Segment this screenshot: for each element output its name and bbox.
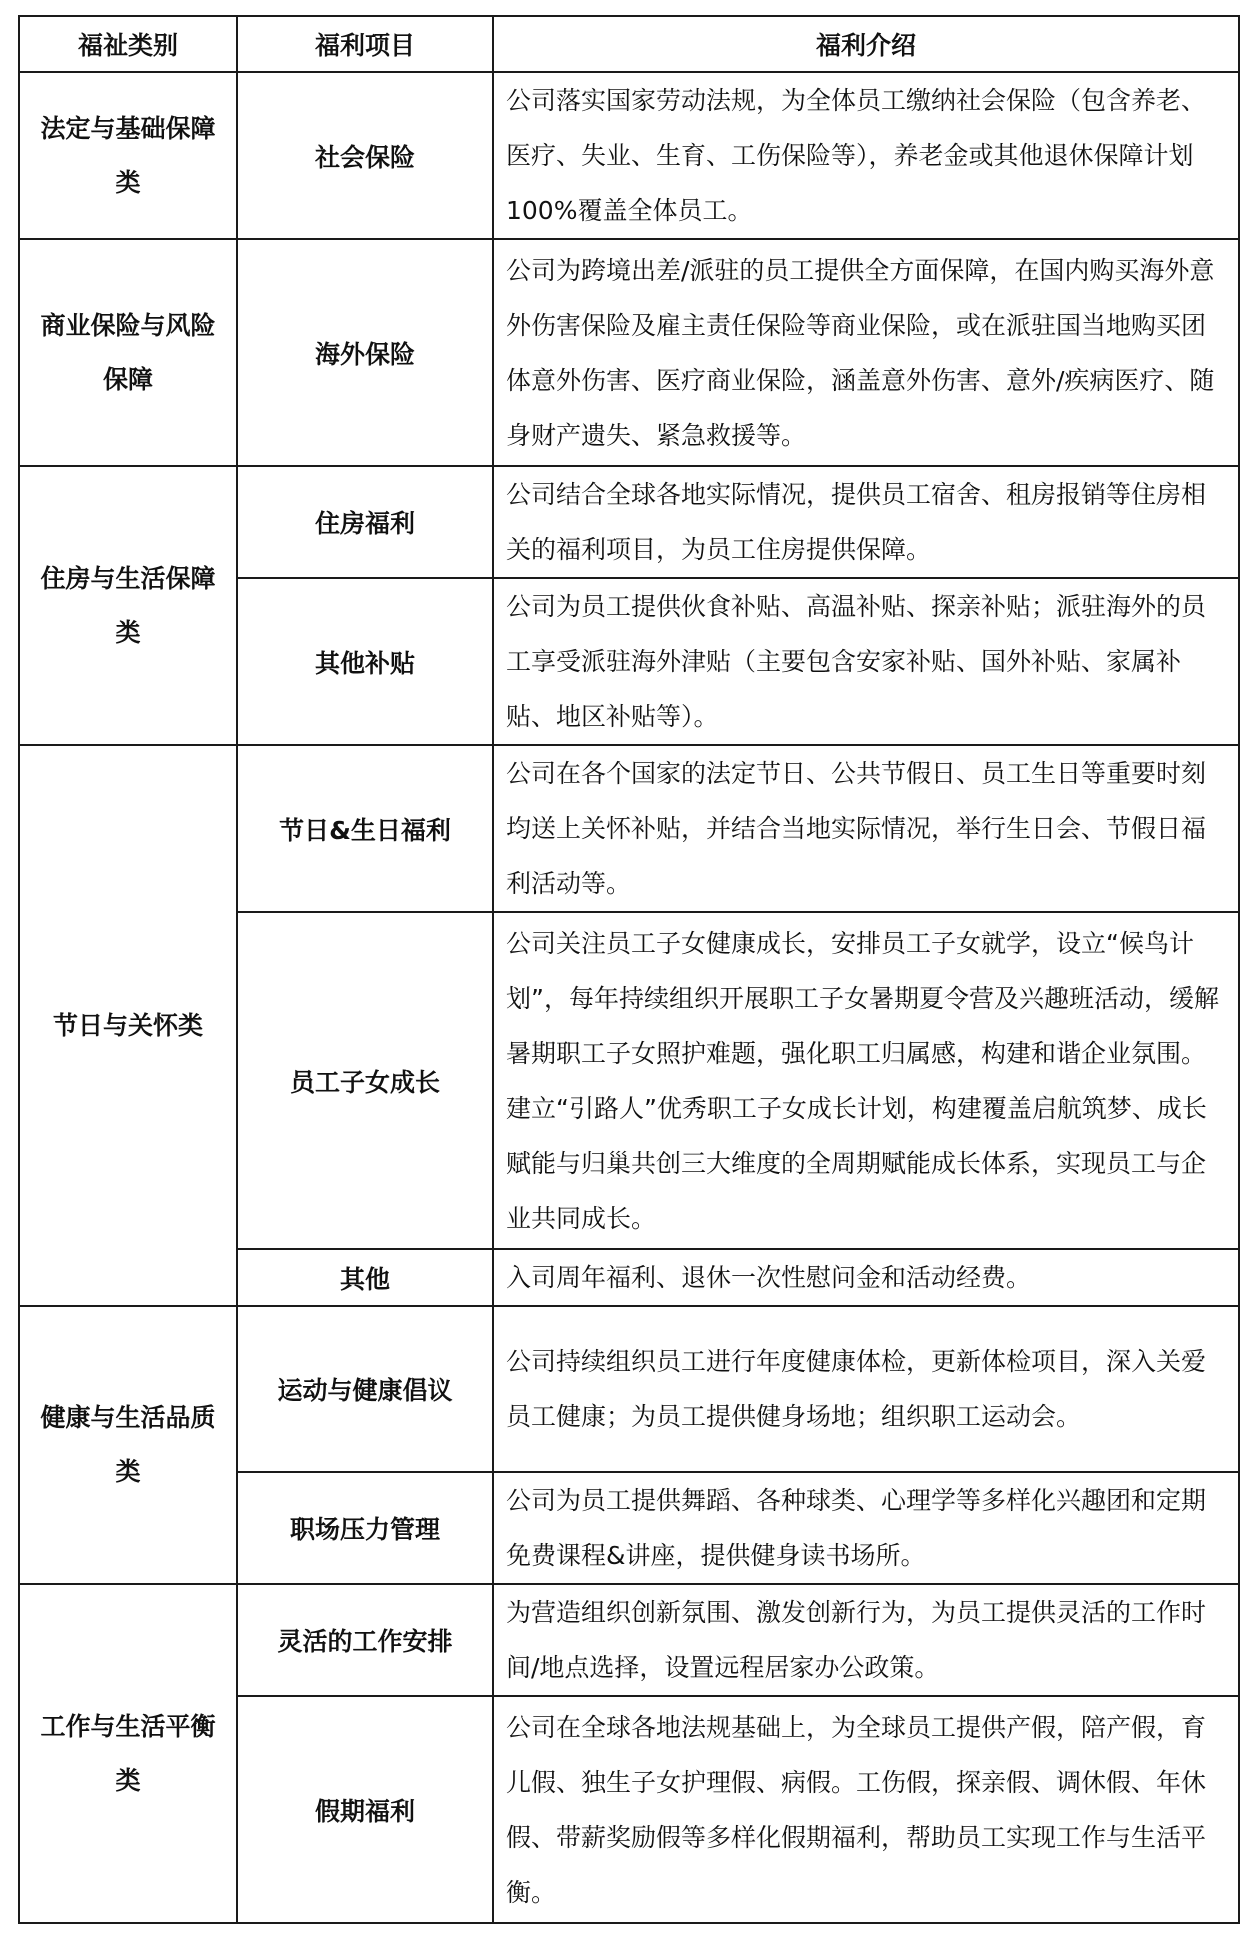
- description-cell: 公司落实国家劳动法规，为全体员工缴纳社会保险（包含养老、医疗、失业、生育、工伤保险等），养老金或其他退休保障计划 100%覆盖全体员工。: [493, 72, 1239, 239]
- item-cell: 运动与健康倡议: [237, 1306, 493, 1472]
- description-cell: 公司在全球各地法规基础上，为全球员工提供产假，陪产假，育儿假、独生子女护理假、病假。工伤假，探亲假、调休假、年休假、带薪奖励假等多样化假期福利，帮助员工实现工作与生活平衡。: [493, 1696, 1239, 1923]
- category-cell: 商业保险与风险保障: [19, 239, 237, 466]
- category-cell: 法定与基础保障类: [19, 72, 237, 239]
- description-cell: 公司为员工提供伙食补贴、高温补贴、探亲补贴；派驻海外的员工享受派驻海外津贴（主要包含安家补贴、国外补贴、家属补贴、地区补贴等）。: [493, 578, 1239, 745]
- item-cell: 海外保险: [237, 239, 493, 466]
- description-cell: 公司结合全球各地实际情况，提供员工宿舍、租房报销等住房相关的福利项目，为员工住房提供保障。: [493, 466, 1239, 578]
- item-cell: 社会保险: [237, 72, 493, 239]
- description-cell: 公司关注员工子女健康成长，安排员工子女就学，设立“候鸟计划”，每年持续组织开展职工子女暑期夏令营及兴趣班活动，缓解暑期职工子女照护难题，强化职工归属感，构建和谐企业氛围。建立“引路人”优秀职工子女成长计划，构建覆盖启航筑梦、成长赋能与归巢共创三大维度的全周期赋能成长体系，实现员工与企业共同成长。: [493, 912, 1239, 1249]
- description-cell: 公司为员工提供舞蹈、各种球类、心理学等多样化兴趣团和定期免费课程&讲座，提供健身读书场所。: [493, 1472, 1239, 1584]
- description-cell: 公司持续组织员工进行年度健康体检，更新体检项目，深入关爱员工健康；为员工提供健身场地；组织职工运动会。: [493, 1306, 1239, 1472]
- item-cell: 职场压力管理: [237, 1472, 493, 1584]
- table-row: [19, 239, 1239, 466]
- header-category: 福祉类别: [19, 16, 237, 72]
- item-cell: 员工子女成长: [237, 912, 493, 1249]
- table-header-row: [19, 16, 1239, 72]
- benefits-table: [18, 15, 1240, 1924]
- category-cell: 住房与生活保障类: [19, 466, 237, 745]
- header-item: 福利项目: [237, 16, 493, 72]
- table-row: [19, 72, 1239, 239]
- table-row: [19, 1584, 1239, 1696]
- item-cell: 节日&生日福利: [237, 745, 493, 912]
- item-cell: 假期福利: [237, 1696, 493, 1923]
- item-cell: 其他: [237, 1249, 493, 1306]
- benefits-document: [18, 15, 1238, 1924]
- header-description: 福利介绍: [493, 16, 1239, 72]
- table-row: [19, 745, 1239, 912]
- item-cell: 住房福利: [237, 466, 493, 578]
- description-cell: 为营造组织创新氛围、激发创新行为，为员工提供灵活的工作时间/地点选择，设置远程居家办公政策。: [493, 1584, 1239, 1696]
- description-cell: 公司为跨境出差/派驻的员工提供全方面保障，在国内购买海外意外伤害保险及雇主责任保险等商业保险，或在派驻国当地购买团体意外伤害、医疗商业保险，涵盖意外伤害、意外/疾病医疗、随身财产遗失、紧急救援等。: [493, 239, 1239, 466]
- category-cell: 节日与关怀类: [19, 745, 237, 1306]
- category-cell: 工作与生活平衡类: [19, 1584, 237, 1923]
- category-cell: 健康与生活品质类: [19, 1306, 237, 1584]
- description-cell: 入司周年福利、退休一次性慰问金和活动经费。: [493, 1249, 1239, 1306]
- item-cell: 灵活的工作安排: [237, 1584, 493, 1696]
- item-cell: 其他补贴: [237, 578, 493, 745]
- table-row: [19, 466, 1239, 578]
- description-cell: 公司在各个国家的法定节日、公共节假日、员工生日等重要时刻均送上关怀补贴，并结合当地实际情况，举行生日会、节假日福利活动等。: [493, 745, 1239, 912]
- table-row: [19, 1306, 1239, 1472]
